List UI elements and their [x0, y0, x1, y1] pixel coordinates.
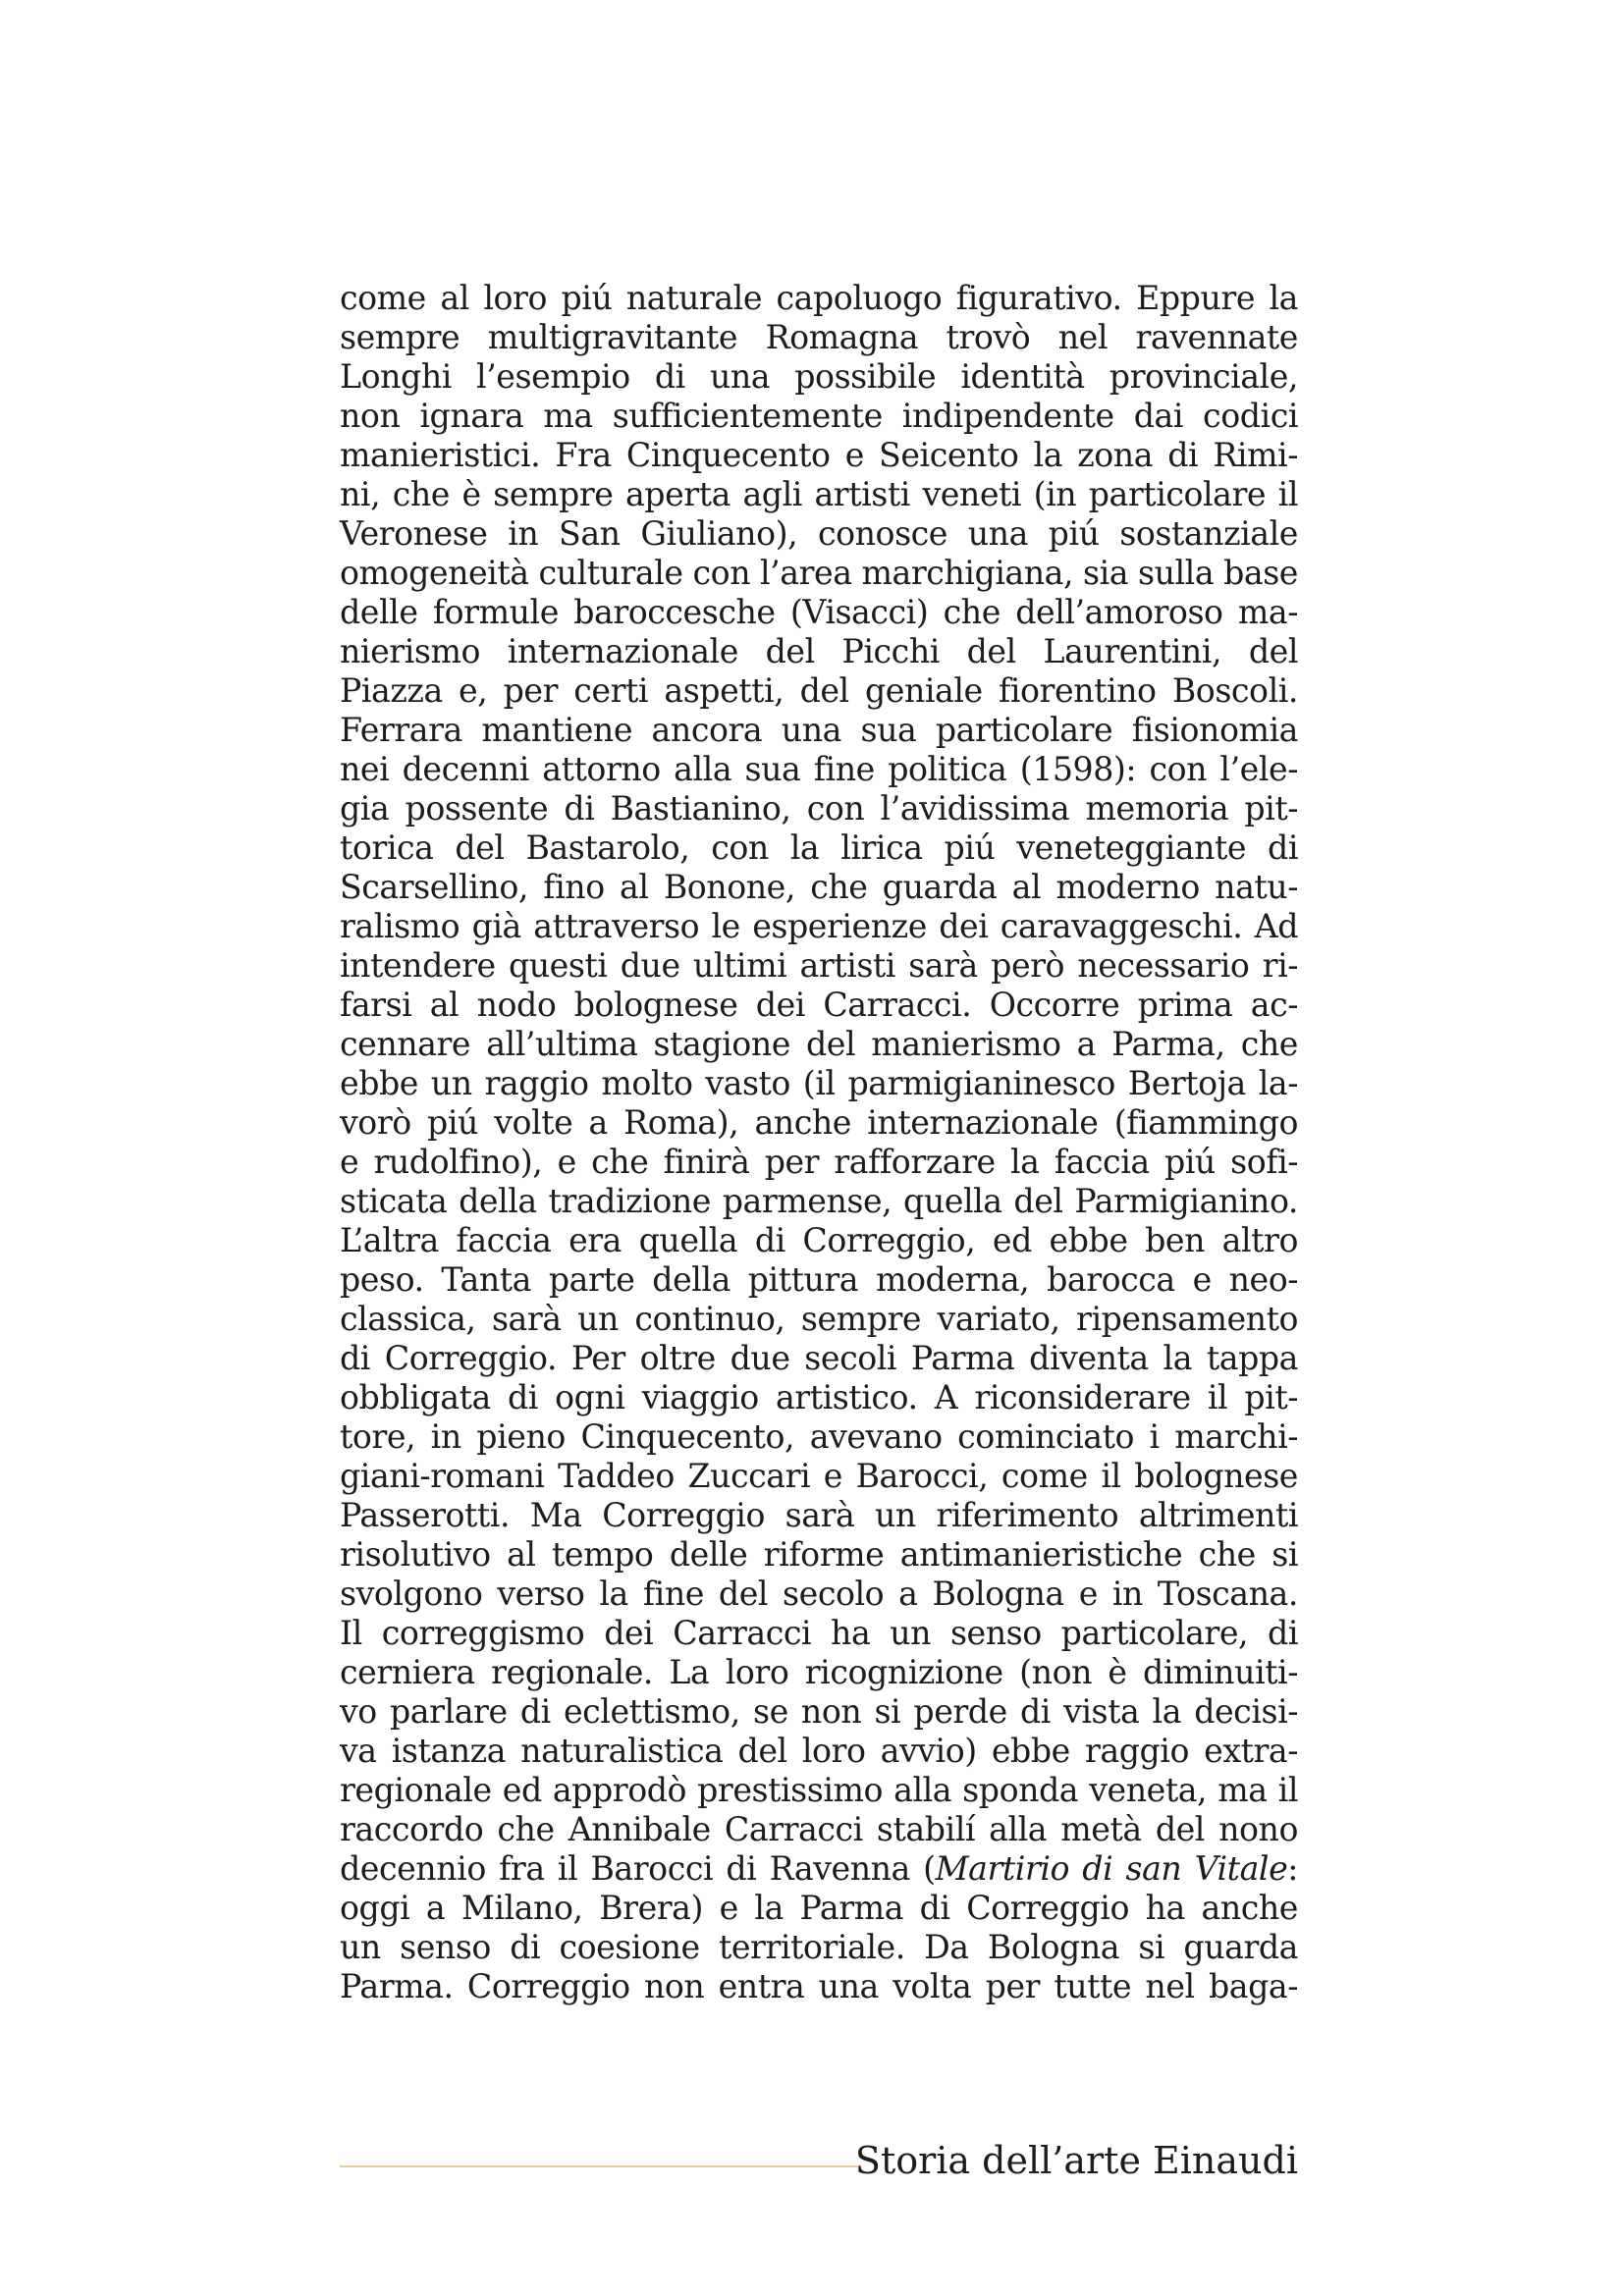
- text-line: risolutivo al tempo delle riforme antimanieristiche che si: [340, 1535, 1298, 1574]
- text-line: e rudolfino), e che finirà per rafforzare la faccia piú sofi-: [340, 1143, 1298, 1181]
- text-line: ni, che è sempre aperta agli artisti veneti (in particolare il: [340, 475, 1298, 513]
- text-line: di Correggio. Per oltre due secoli Parma diventa la tappa: [340, 1339, 1298, 1377]
- text-line: Veronese in San Giuliano), conosce una piú sostanziale: [340, 514, 1298, 553]
- text-segment: :: [1287, 1849, 1298, 1888]
- text-line: farsi al nodo bolognese dei Carracci. Occorre prima ac-: [340, 986, 1298, 1024]
- text-segment: decennio fra il Barocci di Ravenna (: [340, 1849, 936, 1888]
- text-line: Ferrara mantiene ancora una sua particolare fisionomia: [340, 711, 1298, 749]
- text-line: oggi a Milano, Brera) e la Parma di Correggio ha anche: [340, 1889, 1298, 1927]
- text-line: delle formule baroccesche (Visacci) che dell’amoroso ma-: [340, 593, 1298, 631]
- text-line: Scarsellino, fino al Bonone, che guarda al moderno natu-: [340, 868, 1298, 906]
- text-line: svolgono verso la fine del secolo a Bologna e in Toscana.: [340, 1575, 1298, 1613]
- text-line: sticata della tradizione parmense, quella del Parmigianino.: [340, 1182, 1298, 1220]
- text-line: regionale ed approdò prestissimo alla sponda veneta, ma il: [340, 1771, 1298, 1809]
- text-line-with-italic: [340, 1849, 1298, 1889]
- text-line: L’altra faccia era quella di Correggio, ed ebbe ben altro: [340, 1221, 1298, 1259]
- text-line: vo parlare di eclettismo, se non si perde di vista la decisi-: [340, 1692, 1298, 1731]
- text-line: Piazza e, per certi aspetti, del geniale fiorentino Boscoli.: [340, 671, 1298, 710]
- page-footer: [340, 2128, 1298, 2187]
- text-line: gia possente di Bastianino, con l’avidissima memoria pit-: [340, 789, 1298, 828]
- text-line: ralismo già attraverso le esperienze dei caravaggeschi. Ad: [340, 907, 1298, 945]
- text-line: ebbe un raggio molto vasto (il parmigianinesco Bertoja la-: [340, 1064, 1298, 1102]
- text-line: omogeneità culturale con l’area marchigiana, sia sulla base: [340, 554, 1298, 592]
- text-line: Parma. Correggio non entra una volta per tutte nel baga-: [340, 1967, 1298, 2005]
- text-line: cennare all’ultima stagione del manierismo a Parma, che: [340, 1025, 1298, 1063]
- body-text: [340, 279, 1298, 2006]
- text-line: un senso di coesione territoriale. Da Bologna si guarda: [340, 1928, 1298, 1966]
- artwork-title: Martirio di san Vitale: [935, 1849, 1288, 1888]
- text-line: intendere questi due ultimi artisti sarà però necessario ri-: [340, 946, 1298, 985]
- text-line: giani-romani Taddeo Zuccari e Barocci, come il bolognese: [340, 1457, 1298, 1495]
- text-line: sempre multigravitante Romagna trovò nel ravennate: [340, 318, 1298, 356]
- text-line: nei decenni attorno alla sua fine politica (1598): con l’ele-: [340, 750, 1298, 788]
- text-line: tore, in pieno Cinquecento, avevano cominciato i marchi-: [340, 1417, 1298, 1456]
- text-line: vorò piú volte a Roma), anche internazionale (fiammingo: [340, 1103, 1298, 1142]
- text-line: Il correggismo dei Carracci ha un senso particolare, di: [340, 1614, 1298, 1652]
- series-title: Storia dell’arte Einaudi: [854, 2139, 1298, 2182]
- text-line: nierismo internazionale del Picchi del Laurentini, del: [340, 632, 1298, 670]
- text-line: cerniera regionale. La loro ricognizione (non è diminuiti-: [340, 1653, 1298, 1691]
- text-line: come al loro piú naturale capoluogo figurativo. Eppure la: [340, 279, 1298, 317]
- text-line: peso. Tanta parte della pittura moderna, barocca e neo-: [340, 1260, 1298, 1299]
- text-line: va istanza naturalistica del loro avvio) ebbe raggio extra-: [340, 1732, 1298, 1770]
- text-line: obbligata di ogni viaggio artistico. A riconsiderare il pit-: [340, 1378, 1298, 1416]
- text-line: Longhi l’esempio di una possibile identità provinciale,: [340, 357, 1298, 396]
- text-line: raccordo che Annibale Carracci stabilí alla metà del nono: [340, 1810, 1298, 1848]
- text-line: manieristici. Fra Cinquecento e Seicento la zona di Rimi-: [340, 436, 1298, 474]
- footer-rule: [340, 2165, 858, 2167]
- text-line: Passerotti. Ma Correggio sarà un riferimento altrimenti: [340, 1496, 1298, 1534]
- text-line: classica, sarà un continuo, sempre variato, ripensamento: [340, 1300, 1298, 1338]
- text-line: non ignara ma sufficientemente indipendente dai codici: [340, 397, 1298, 435]
- text-line: torica del Bastarolo, con la lirica piú veneteggiante di: [340, 828, 1298, 867]
